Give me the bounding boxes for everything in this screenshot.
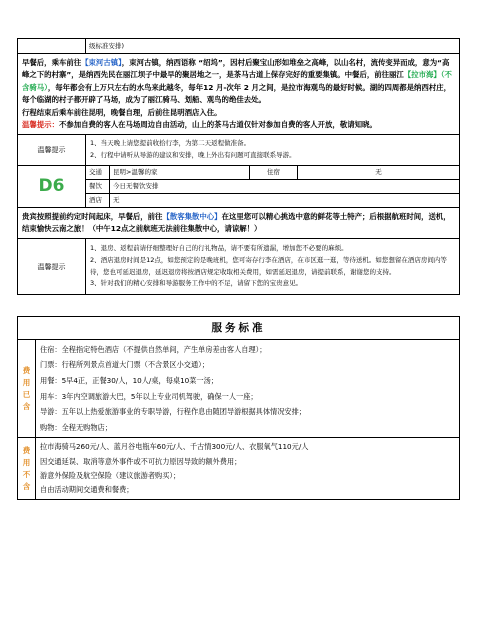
excluded-item: 自由活动期间交通费和餐费； <box>40 484 134 494</box>
day5-notes <box>86 135 460 165</box>
included-item: 门票：行程所列景点首道大门票（不含景区小交通）； <box>40 360 209 370</box>
text-run: ，束河古镇，纳西语称 “绍坞”，因村后聚宝山形如堆垒之高峰，以山名村，流传变异而成，意为“高峰之下的村寨”，是纳西先民在丽江坝子中最早的聚居地之一，是茶马古道上保存完好的重要集镇。中餐后，前往丽江 <box>22 58 450 80</box>
service-title-table <box>17 316 460 340</box>
service-table <box>17 339 460 500</box>
day6-transport-label: 交通 <box>86 165 110 179</box>
excluded-label: 费 用 不 含 <box>18 438 36 500</box>
excluded-item: 游意外保险及航空保险（建议旅游者购买）； <box>40 470 181 480</box>
day5-warning <box>22 119 455 131</box>
day5-description <box>18 54 460 135</box>
day6-hotel-label: 住宿 <box>250 165 298 179</box>
day5-note-2: 2、行程中请听从导游的建议和安排，晚上外出有问题可直接联系导游。 <box>90 151 296 160</box>
day6-restaurant-value: 无 <box>110 193 460 207</box>
included-list <box>36 339 460 438</box>
day6-note-2: 2、酒店退房时间是12点，如您预定的是晚班机，您可寄存行李在酒店，在市区逛一逛，等待送机。如您想留在酒店房间内等待，您也可延迟退房，延迟退房将按酒店规定收取相关费用，如需延迟退房，请提前联系，谢谢您的支持。 <box>90 256 447 276</box>
day6-note-1: 1、退房、返程前请仔细整理好自己的行礼物品，请不要有所遗漏，增加您不必要的麻烦。 <box>90 244 348 253</box>
excluded-item: 因交通延误、取消等意外事件或不可抗力原因导致的额外费用； <box>40 456 242 466</box>
text-run: 【散客集散中心】 <box>162 211 222 221</box>
included-item: 购物：全程无购物店； <box>40 422 112 432</box>
text-run: ，每年都会有上万只左右的水鸟来此越冬，每年12 月-次年 2 月之间，是拉市海观鸟的最好时候。湖的四周都是纳西村庄，每个临湖的村子都开辟了马场，成为了丽江骑马、划船、观鸟的绝佳去处。 <box>22 82 452 105</box>
text-run: 在这里您可以精心挑选中意的鲜花等土特产；后根据航班时间，送机，结束愉快云南之旅！（中午12点之前航班无法前往集散中心，请谅解！） <box>22 211 451 234</box>
day6-restaurant-label: 酒店 <box>86 193 110 207</box>
day5-paragraph-1 <box>22 57 455 107</box>
itinerary-page <box>17 38 460 500</box>
day5-note-1: 1、当天晚上请您提前收拾行李，为第二天返程做准备。 <box>90 139 251 148</box>
day6-table <box>17 165 460 295</box>
day6-note-3: 3、针对我们的精心安排和导游服务工作中的不足，请留下您的宝贵意见。 <box>90 279 303 288</box>
day6-notes-label: 温馨提示 <box>18 239 86 294</box>
text-run: 贵宾按照提前约定时间起床，早餐后，前往 <box>22 211 163 221</box>
day5-table <box>17 38 460 166</box>
day5-paragraph-2: 行程结束后乘车前往昆明，晚餐自理，后前往昆明酒店入住。 <box>22 107 222 117</box>
text-run: （不含骑马） <box>22 70 452 92</box>
day5-warning-text: 不参加自费的客人在马场周边自由活动，山上的茶马古道仅针对参加自费的客人开放，敬请知晓。 <box>58 120 377 130</box>
day5-warning-label: 温馨提示： <box>22 120 59 130</box>
text-run: 早餐后，乘车前往 <box>22 58 82 67</box>
day5-notes-label: 温馨提示 <box>18 135 86 165</box>
text-run: 【束河古镇】 <box>81 58 122 67</box>
excluded-list <box>36 438 460 500</box>
day6-notes <box>86 239 460 294</box>
included-item: 导游：五年以上热爱旅游事业的专职导游，行程作息由随团导游根据具体情况安排； <box>40 407 306 417</box>
included-item: 住宿：全程指定特色酒店（不提供自然单间，产生单房差由客人自理）； <box>40 344 267 354</box>
day6-transport-value: 昆明>温馨的家 <box>110 165 250 179</box>
day6-meal-value: 今日无餐饮安排 <box>110 179 460 193</box>
day5-top-label: 级标准安排) <box>86 39 460 54</box>
excluded-item: 拉市海骑马260元/人、蓝月谷电瓶车60元/人、千古情300元/人、衣服氧气110元/人 <box>40 442 309 452</box>
text-run: 【拉市海】 <box>403 70 441 80</box>
included-item: 用车：3年内空调旅游大巴，5年以上专业司机驾驶，确保一人一座； <box>40 391 258 401</box>
included-item: 用餐：5早4正，正餐30/人，10人/桌，每桌10菜一汤； <box>40 376 218 385</box>
day6-meal-label: 餐饮 <box>86 179 110 193</box>
day6-description <box>18 207 460 239</box>
day6-label: D6 <box>18 165 86 207</box>
service-title: 服务标准 <box>18 316 460 339</box>
included-label: 费 用 已 含 <box>18 339 36 438</box>
day6-hotel-value: 无 <box>298 165 460 179</box>
